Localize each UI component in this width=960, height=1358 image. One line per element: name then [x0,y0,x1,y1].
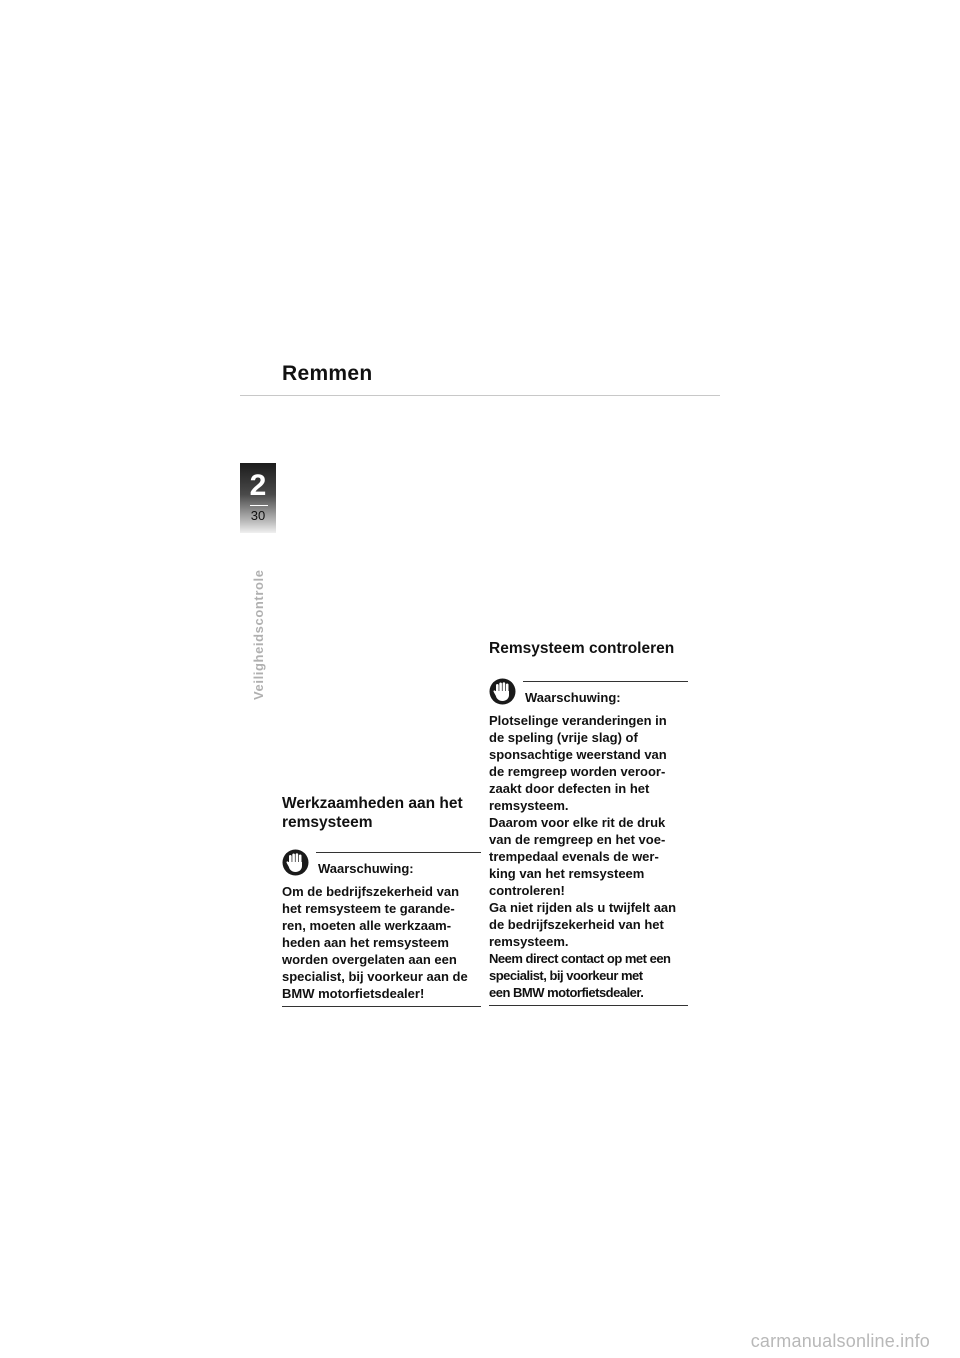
text-line: Om de bedrijfszekerheid van [282,884,460,899]
text-line: king van het remsysteem [489,866,645,881]
warning-bottom-rule [489,1005,688,1006]
right-section-heading: Remsysteem controleren [489,640,675,657]
text-line: sponsachtige weerstand van [489,747,667,762]
text-line: het remsysteem te garande- [282,901,455,916]
text-line: worden overgelaten aan een [282,952,457,967]
text-line: specialist, bij voorkeur met [489,968,643,983]
warning-top-rule [523,681,688,682]
warning-bottom-rule [282,1006,481,1007]
left-warning-text [282,883,481,1002]
text-line: de speling (vrije slag) of [489,730,638,745]
left-heading-line: remsysteem [282,814,373,831]
watermark-link[interactable]: carmanualsonline.info [750,1331,930,1351]
text-line: de remgreep worden veroor- [489,764,666,779]
warning-label: Waarschuwing: [525,690,621,705]
text-line: Plotselinge veranderingen in [489,713,667,728]
title-divider [240,395,720,396]
page-title: Remmen [282,362,373,385]
text-line: een BMW motorfietsdealer. [489,985,644,1000]
text-line: heden aan het remsysteem [282,935,449,950]
text-line: ren, moeten alle werkzaam- [282,918,452,933]
text-line: controleren! [489,883,565,898]
text-line: remsysteem. [489,934,569,949]
text-line: trempedaal evenals de wer- [489,849,659,864]
text-line: de bedrijfszekerheid van het [489,917,664,932]
right-warning-text [489,712,688,1001]
text-line: remsysteem. [489,798,569,813]
left-section-heading [282,794,463,832]
text-line: Daarom voor elke rit de druk [489,815,666,830]
warning-top-rule [316,852,481,853]
right-warning-box [489,680,688,1006]
chapter-number: 2 [249,469,267,502]
left-warning-box [282,851,481,1007]
section-side-label: Veiligheidscontrole [251,569,266,700]
text-line: BMW motorfietsdealer! [282,986,425,1001]
text-line: van de remgreep en het voe- [489,832,666,847]
hand-stop-icon [489,678,516,705]
left-heading-line: Werkzaamheden aan het [282,795,463,812]
page-number: 30 [250,508,266,523]
text-line: Neem direct contact op met een [489,951,671,966]
text-line: zaakt door defecten in het [489,781,650,796]
text-line: Ga niet rijden als u twijfelt aan [489,900,677,915]
chapter-divider [250,505,268,506]
warning-label: Waarschuwing: [318,861,414,876]
text-line: specialist, bij voorkeur aan de [282,969,468,984]
hand-stop-icon [282,849,309,876]
